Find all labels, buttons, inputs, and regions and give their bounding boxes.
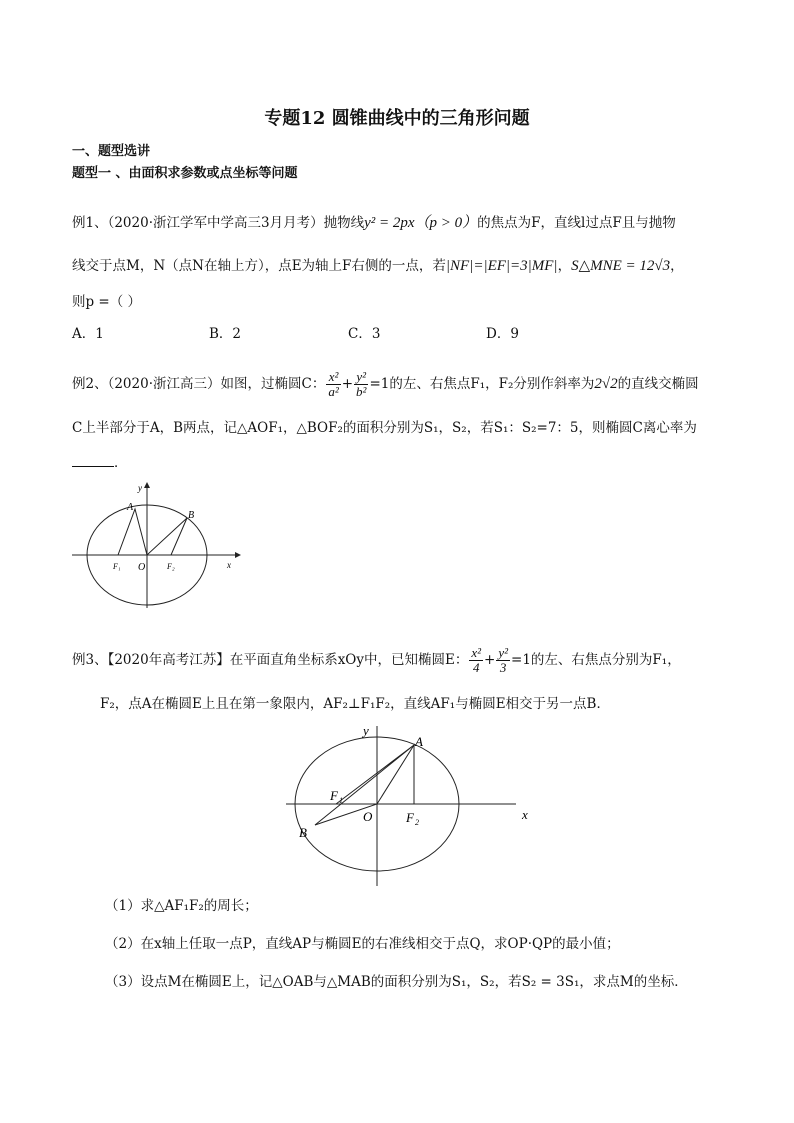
example1-text-b: 的焦点为F，直线l过点F且与抛物 (477, 215, 676, 231)
question-3: （3）设点M在椭圆E上，记△OAB与△MAB的面积分别为S₁，S₂，若S₂ = 3S₁，求点M的坐标． (105, 974, 688, 990)
example1-line3: 则p =（ ） (72, 294, 142, 310)
fraction-num: y² (498, 645, 509, 660)
example2-text-c: 的直线交椭圆 (617, 376, 699, 392)
example3-text-b: 的左、右焦点分别为F₁， (530, 652, 681, 668)
label-f1: F₁ (113, 562, 121, 571)
fraction-x (469, 646, 483, 675)
plus-sign: + (484, 652, 496, 668)
label-f1: F (330, 788, 338, 803)
fraction-y (354, 370, 368, 399)
example1-line2 (72, 256, 684, 276)
label-o: O (138, 562, 146, 573)
example3-line2: F₂，点A在椭圆E上且在第一象限内，AF₂⊥F₁F₂，直线AF₁与椭圆E相交于另一点B． (100, 696, 610, 712)
ellipse-figure-1 (70, 480, 245, 610)
label-x: x (227, 560, 231, 570)
fraction-den: 3 (499, 660, 507, 675)
fraction-y (496, 646, 510, 675)
option-b: B．2 (209, 326, 242, 342)
answer-blank (72, 452, 114, 467)
question-2: （2）在x轴上任取一点P，直线AP与椭圆E的右准线相交于点Q，求OP·QP的最小值； (105, 936, 620, 952)
example2-text-a: 例2、（2020·浙江高三）如图，过椭圆C： (72, 376, 326, 392)
label-b: B (188, 510, 195, 521)
label-x: x (522, 807, 528, 822)
label-b: B (299, 825, 307, 840)
example2-line2: C上半部分于A，B两点，记△AOF₁，△BOF₂的面积分别为S₁，S₂，若S₁：S₂=7：5，则椭圆C离心率为 (72, 420, 697, 436)
label-a: A (127, 502, 134, 513)
example2-line1 (72, 370, 699, 399)
slope-value: 2√2 (594, 376, 618, 392)
label-o: O (363, 809, 373, 824)
distance-condition: |NF|=|EF|=3|MF| (445, 258, 558, 274)
label-f1-sub: 1 (339, 796, 343, 805)
label-f2: F₂ (167, 562, 175, 571)
label-y: y (363, 723, 369, 738)
p-condition: （p > 0） (414, 215, 478, 231)
fraction-den: b² (356, 384, 367, 399)
example1-line1 (72, 213, 676, 233)
label-y: y (138, 483, 142, 493)
fraction-num: y² (354, 370, 368, 385)
option-a: A．1 (72, 326, 104, 342)
comma: ， (557, 258, 572, 274)
example3-text-a: 例3、【2020年高考江苏】在平面直角坐标系xOy中，已知椭圆E： (72, 652, 469, 668)
plus-sign: + (341, 376, 354, 392)
example1-text-c: 线交于点M，N（点N在轴上方），点E为轴上F右侧的一点，若 (72, 258, 446, 274)
label-f2-sub: 2 (415, 818, 419, 827)
label-a: A (415, 734, 423, 749)
fraction-den: 4 (472, 660, 480, 675)
option-d: D．9 (486, 326, 519, 342)
question-1: （1）求△AF₁F₂的周长； (105, 898, 258, 914)
fraction-x (326, 370, 340, 399)
fraction-num: x² (326, 370, 340, 385)
example1-text-a: 例1、（2020·浙江学军中学高三3月月考）抛物线 (72, 215, 365, 231)
option-c: C．3 (348, 326, 381, 342)
page-title: 专题12 圆锥曲线中的三角形问题 (264, 108, 530, 129)
equals-one: =1 (369, 376, 390, 392)
example2-text-b: 的左、右焦点F₁，F₂分别作斜率为 (389, 376, 595, 392)
equals-one: =1 (511, 652, 531, 668)
fraction-den: a² (328, 384, 339, 399)
fraction-num: x² (471, 645, 482, 660)
label-f2: F (406, 810, 414, 825)
question-type-heading: 题型一 、由面积求参数或点坐标等问题 (72, 166, 298, 181)
example2-line3 (72, 452, 128, 473)
comma: ， (670, 258, 684, 274)
parabola-equation: y² = 2px (364, 215, 415, 231)
section-heading: 一、题型选讲 (72, 144, 151, 159)
area-condition: S△MNE = 12√3 (571, 258, 671, 274)
ellipse-figure-2 (280, 718, 540, 890)
period: ． (114, 455, 128, 471)
example3-line1 (72, 646, 681, 675)
